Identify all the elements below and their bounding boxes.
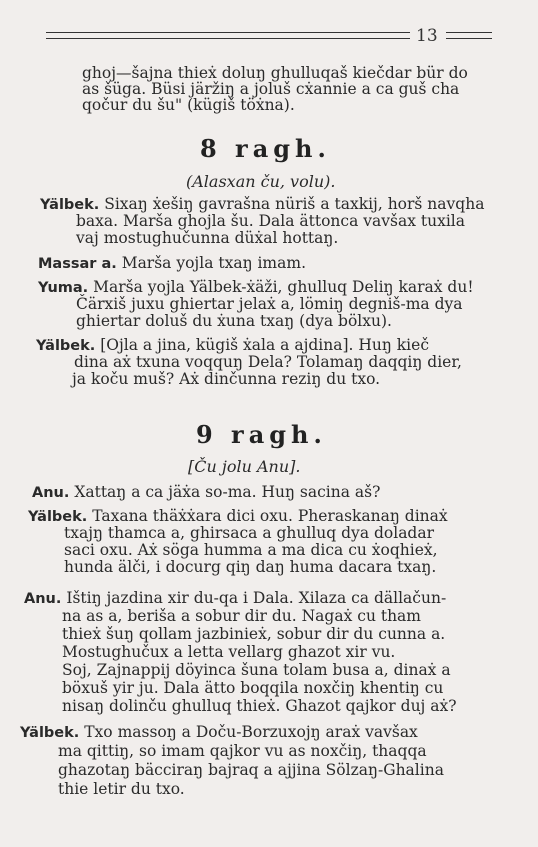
dialogue-line [76,313,392,330]
dialogue-line [58,743,427,760]
dialogue-text: [Ojla a jina, kügiš ẋala a ajdina]. Huŋ kieč [95,336,429,354]
dialogue-text: thieẋ šuŋ qollam jazbinieẋ, sobur dir du cunna a. [62,625,446,643]
dialogue-line [24,590,446,608]
dialogue-text: Mostughučux a letta vellarg ghazot xir vu. [62,643,396,661]
dialogue-line [62,680,443,697]
dialogue-text: ja koču muš? Aẋ dinčunna reziŋ du txo. [72,370,381,388]
speaker-name: Yälbek. [28,509,88,525]
speaker-name: Yälbek. [20,725,80,741]
dialogue-text: nisaŋ dolinču ghulluq thieẋ. Ghazot qajkor duj aẋ? [62,697,457,715]
dialogue-text: ghiertar doluš du ẋuna txaŋ (dya bölxu). [76,312,392,330]
dialogue-line [58,762,444,779]
dialogue-line [38,255,306,273]
dialogue-line [64,559,436,576]
dialogue-line [62,608,421,625]
dialogue-line [64,542,438,559]
dialogue-line [62,662,451,679]
scene-8-subtitle: (Alasxan ču, volu). [186,172,336,191]
intro-line: qočur du šu" (kügiš töẋna). [82,96,295,114]
dialogue-line [64,525,434,542]
dialogue-text: saci oxu. Aẋ söga humma a ma dica cu ẋoqhieẋ, [64,541,438,559]
dialogue-text: Marša yojla Yälbek-ẋäži, ghulluq Deliŋ karaẋ du! [88,278,474,296]
dialogue-text: thie letir du txo. [58,780,185,798]
header-rule-left-top [46,32,410,33]
dialogue-text: Xattaŋ a ca jäẋa so-ma. Huŋ sacina aš? [69,483,381,501]
header-rule-left-bottom [46,38,410,39]
scene-9-subtitle: [Ču jolu Anu]. [188,457,301,476]
dialogue-text: Taxana thäẋẋara dici oxu. Pheraskanaŋ dinaẋ [87,507,448,525]
scene-8-title: 8 ragh. [200,134,331,163]
dialogue-text: böxuš yir ju. Dala ätto boqqila noxčiŋ khentiŋ cu [62,679,444,697]
dialogue-text: Ištiŋ jazdina xir du-qa i Dala. Xilaza ca dällačun- [61,589,447,607]
dialogue-text: hunda älči, i docurg qiŋ daŋ huma dacara txaŋ. [64,558,437,576]
dialogue-text: ma qittiŋ, so imam qajkor vu as noxčiŋ, thaqqa [58,742,427,760]
dialogue-line [32,484,380,502]
dialogue-line [76,230,338,247]
dialogue-line [62,626,445,643]
dialogue-text: Soj, Zajnappij döyinca šuna tolam busa a, dinaẋ a [62,661,451,679]
speaker-name: Anu. [24,591,62,607]
dialogue-text: Txo massoŋ a Doču-Borzuxojŋ araẋ vavšax [79,723,418,741]
dialogue-line [62,698,457,715]
intro-line: as šüga. Büsi järžiŋ a joluš cẋannie a ca guš cha [82,80,460,98]
intro-line: ghoj—šajna thieẋ doluŋ ghulluqaš kiečdar bür do [82,64,468,82]
dialogue-line [72,371,380,388]
dialogue-line [58,781,185,798]
speaker-name: Yälbek. [36,338,96,354]
header-rule-right-bottom [446,38,492,39]
scene-9-title: 9 ragh. [196,420,327,449]
dialogue-text: na as a, beriša a sobur dir du. Nagaẋ cu tham [62,607,421,625]
dialogue-text: Marša yojla txaŋ imam. [116,254,306,272]
dialogue-text: txajŋ thamca a, ghirsaca a ghulluq dya doladar [64,524,435,542]
dialogue-text: baxa. Marša ghojla šu. Dala ättonca vavšax tuxila [76,212,465,230]
page-number: 13 [416,26,438,46]
dialogue-line [74,354,462,371]
speaker-name: Yälbek. [40,197,100,213]
speaker-name: Massar a. [38,256,117,272]
dialogue-text: Sixaŋ ẋešiŋ gavrašna nüriš a taxkij, horš navqha [99,195,485,213]
dialogue-text: ghazotaŋ bäcciraŋ bajraq a ajjina Sölzaŋ-Ghalina [58,761,444,779]
speaker-name: Yuma. [38,280,89,296]
dialogue-line [20,724,418,742]
dialogue-line [76,213,465,230]
dialogue-text: vaj mostughučunna düẋal hottaŋ. [76,229,339,247]
dialogue-text: dina aẋ txuna voqquŋ Dela? Tolamaŋ daqqiŋ dier, [74,353,462,371]
dialogue-line [62,644,395,661]
dialogue-line [76,296,463,313]
speaker-name: Anu. [32,485,70,501]
dialogue-text: Čärxiš juxu ghiertar jelaẋ a, lömiŋ degniš-ma dya [76,295,463,313]
header-rule-right-top [446,32,492,33]
